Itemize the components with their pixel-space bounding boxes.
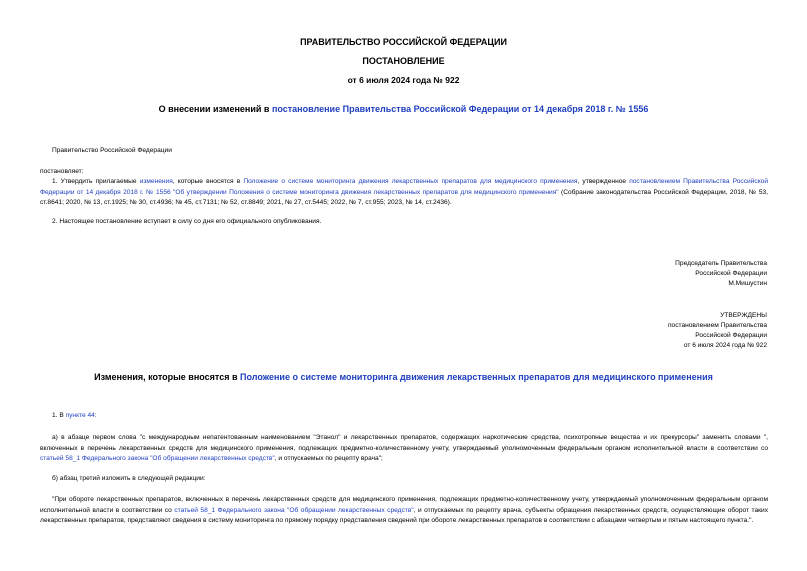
clause-1-text-b: , которые вносятся в [172, 178, 244, 185]
quoted-paragraph-text-a: "При обороте лекарственных препаратов, включенных в перечень лекарственных средств для медицинского применения, подлежащих предметно-количественному учету, утверждаемый уполномоченным федеральным органом исполнительной власти в соответствии со [40, 496, 768, 514]
item-1-suffix: : [94, 412, 97, 419]
item-1-prefix: 1. В [52, 412, 66, 419]
decree-1556-link[interactable]: постановлением Правительства Российской Федерации от 14 декабря 2018 г. № 1556 "Об утверждении Положения о системе мониторинга движения лекарственных препаратов для медицинского применения" [40, 178, 768, 196]
changes-title [0, 372, 807, 382]
document-date-number: от 6 июля 2024 года № 922 [347, 75, 460, 85]
article-58-1-link-a[interactable]: статьей 58_1 Федерального закона "Об обращении лекарственных средств" [40, 455, 275, 462]
article-58-1-link-b[interactable]: статьей 58_1 Федерального закона "Об обращении лекарственных средств" [174, 506, 414, 514]
document-title [0, 104, 807, 114]
government-name: ПРАВИТЕЛЬСТВО РОССИЙСКОЙ ФЕДЕРАЦИИ [300, 37, 507, 47]
signature-name: М.Мишустин [728, 280, 767, 287]
changes-link[interactable]: изменения [139, 178, 173, 185]
approved-line-3: Российской Федерации [695, 332, 767, 339]
clause-1-text-a: 1. Утвердить прилагаемые [52, 178, 140, 185]
document-title-prefix: О внесении изменений в [158, 104, 272, 114]
document-type: ПОСТАНОВЛЕНИЕ [362, 56, 445, 66]
item-1 [52, 411, 97, 422]
issuer: Правительство Российской Федерации [52, 147, 172, 154]
sub-item-a-suffix: , и отпускаемых по рецепту врача"; [274, 455, 383, 462]
clause-1-text-d: (Собрание законодательства Российской Федерации, 2018, № 53, ст.8641; 2020, № 13, ст.1925; № 30, ст.4936; № 45, ст.7131; № 52, ст.8849; 2021, № 27, ст.5445; 2022, № 7, ст.955; 2023, № 14, ст.2436). [40, 188, 768, 206]
regulation-link[interactable]: Положение о системе мониторинга движения лекарственных препаратов для медицинского применения [243, 178, 578, 185]
sub-item-b: б) абзац третий изложить в следующей редакции: [52, 475, 206, 482]
clause-1 [40, 177, 768, 209]
decree-word: постановляет: [40, 168, 84, 175]
clause-1-text-c: , утвержденное [577, 178, 630, 185]
point-44-link[interactable]: пункте 44 [65, 412, 95, 419]
approved-line-2: постановлением Правительства [667, 322, 767, 329]
quoted-paragraph [40, 495, 768, 527]
sub-item-a-text: а) в абзаце первом слова "с международным непатентованным наименованием "Этанол" и лекарственных препаратов, содержащих наркотические средства, психотропные вещества и их прекурсоры" заменить словами ", включенных в перечень лекарственных средств для медицинского применения, подлежащих предметно-количественному учету, утверждаемый уполномоченным федеральным органом исполнительной власти в соответствии со [40, 434, 768, 452]
sub-item-a [40, 433, 768, 465]
approved-line-1: УТВЕРЖДЕНЫ [720, 312, 767, 319]
signature-line-1: Председатель Правительства [675, 260, 767, 267]
changes-title-regulation-link[interactable]: Положение о системе мониторинга движения лекарственных препаратов для медицинского применения [240, 372, 713, 382]
changes-title-prefix: Изменения, которые вносятся в [94, 372, 240, 382]
approved-line-4: от 6 июля 2024 года № 922 [683, 342, 767, 349]
quoted-paragraph-text-b: , и отпускаемых по рецепту врача, субъекты обращения лекарственных средств, осуществляющие оборот таких лекарственных препаратов, представляют сведения в систему мониторинга по прямому порядку представления сведений при обороте лекарственных препаратов в соответствии с абзацами четвертым и пятым настоящего пункта.". [40, 506, 769, 524]
title-decree-link[interactable]: постановление Правительства Российской Федерации от 14 декабря 2018 г. № 1556 [271, 104, 649, 114]
clause-2: 2. Настоящее постановление вступает в силу со дня его официального опубликования. [52, 218, 322, 225]
signature-line-2: Российской Федерации [695, 270, 767, 277]
